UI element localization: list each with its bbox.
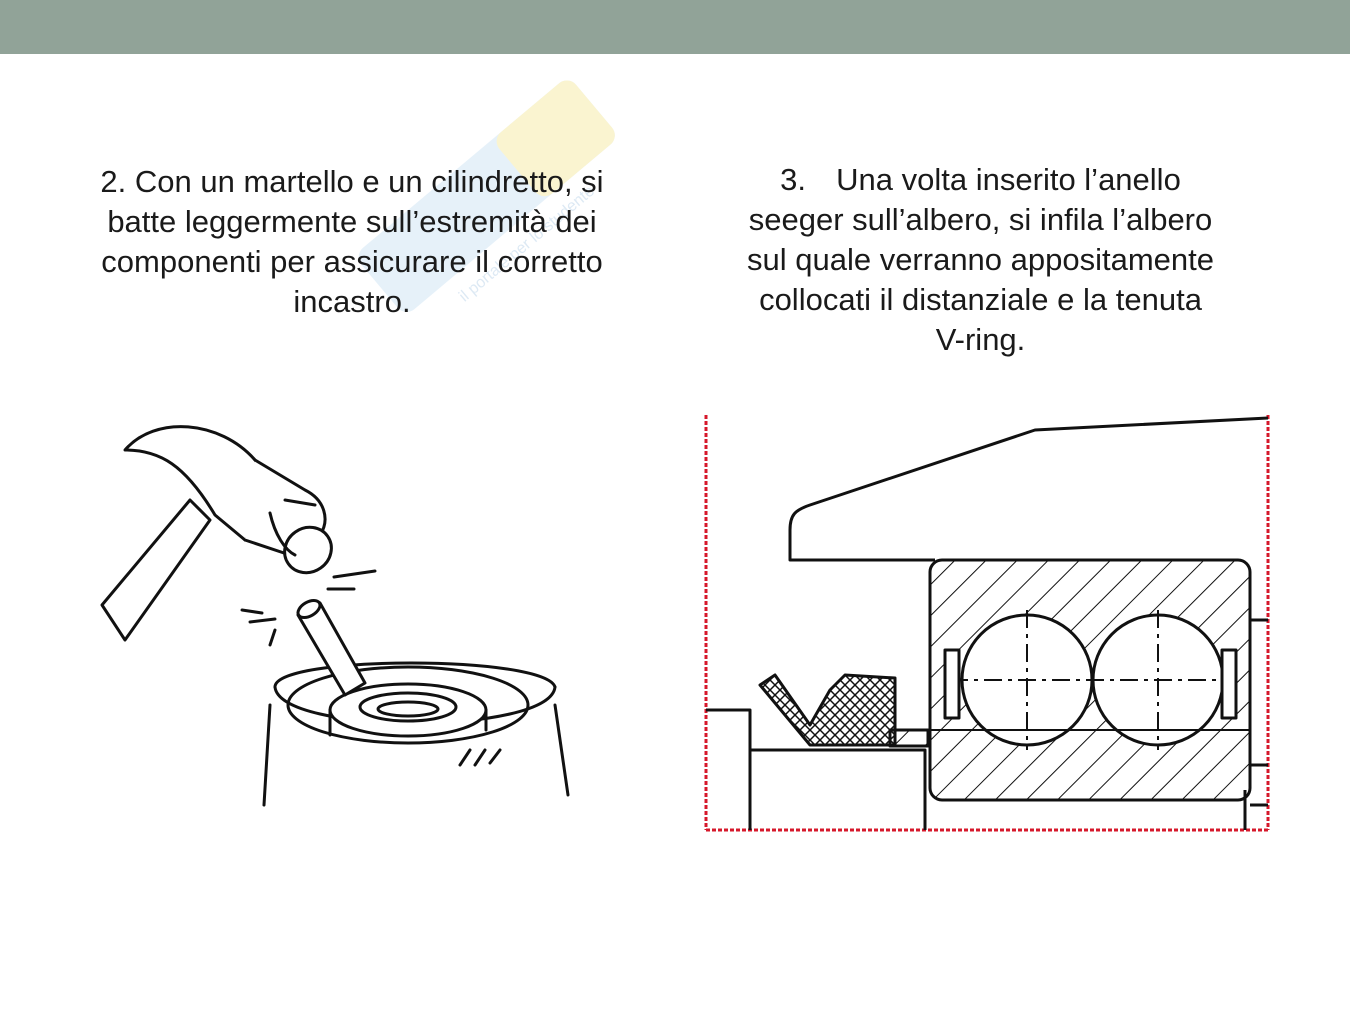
step-3-line: Una volta inserito l’anello xyxy=(836,162,1181,197)
step-2-text xyxy=(62,162,642,322)
step-3-line: V-ring. xyxy=(935,322,1026,357)
watermark-tagline: il portale per lo studente xyxy=(456,182,598,306)
step-2-line: incastro. xyxy=(293,284,411,319)
step-2-line: batte leggermente sull’estremità dei xyxy=(107,204,597,239)
step-3-line: seeger sull’albero, si infila l’albero xyxy=(748,202,1213,237)
hammer-striking-cylinder-icon xyxy=(90,405,590,825)
step-3-text xyxy=(708,160,1253,360)
step-2-line: componenti per assicurare il corretto xyxy=(101,244,603,279)
step-2-line: 2. Con un martello e un cilindretto, si xyxy=(100,164,604,199)
bearing-section-drawing-icon xyxy=(700,410,1280,840)
title-band xyxy=(0,0,1350,54)
step-3-line: sul quale verranno appositamente xyxy=(746,242,1215,277)
step-3-number: 3. xyxy=(780,162,807,197)
step-3-line: collocati il distanziale e la tenuta xyxy=(759,282,1202,317)
